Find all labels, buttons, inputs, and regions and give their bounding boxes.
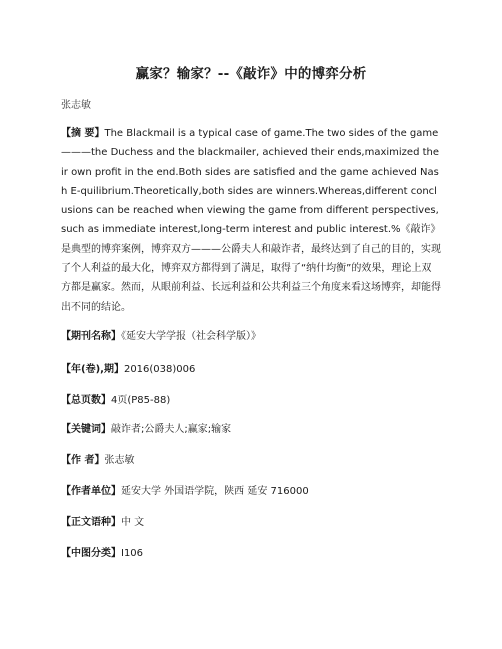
field-value: 张志敏 (104, 455, 135, 466)
field-label: 【关键词】 (61, 424, 111, 435)
field-language (61, 513, 144, 528)
field-journal-name (61, 327, 261, 342)
field-volume-issue (61, 360, 195, 375)
field-classification (61, 544, 143, 559)
field-value: 2016(038)006 (123, 364, 196, 375)
field-value: 《延安大学学报（社会科学版）》 (121, 331, 261, 342)
field-value: I106 (121, 548, 144, 559)
field-author-affiliation (61, 482, 309, 497)
field-value: 4页(P85-88) (111, 395, 171, 406)
abstract-paragraph (61, 124, 441, 317)
field-label: 【年(卷),期】 (61, 364, 124, 375)
field-label: 【总页数】 (61, 395, 111, 406)
field-keywords (61, 420, 231, 435)
field-label: 【中图分类】 (61, 548, 121, 559)
field-value: 敲诈者;公爵夫人;赢家;输家 (111, 424, 232, 435)
abstract-text: The Blackmail is a typical case of game.The two sides of the game———the Duchess and the blackmailer, achieved their ends,maximized their own profit in the end.Both sides are satisfied and the game achieved Nash E-quilibrium.Theoretically,both sides are winners.Whereas,different conclusions can be reached when viewing the game from different perspectives,such as immediate interest,long-term interest and public interest.%《敲诈》是典型的博弈案例，博弈双方———公爵夫人和敲诈者，最终达到了自己的目的，实现了个人利益的最大化，博弈双方都得到了满足，取得了“纳什均衡”的效果，理论上双方都是赢家。然而，从眼前利益、长远利益和公共利益三个角度来看这场博弈，却能得出不同的结论。 (61, 128, 441, 313)
field-page-count (61, 391, 170, 406)
field-value: 中 文 (121, 517, 145, 528)
author-name: 张志敏 (61, 100, 91, 111)
field-value: 延安大学 外国语学院，陕西 延安 716000 (121, 486, 309, 497)
field-label: 【作者单位】 (61, 486, 121, 497)
field-label: 【作 者】 (61, 455, 105, 466)
field-author (61, 451, 134, 466)
field-label: 【正文语种】 (61, 517, 121, 528)
article-title: 赢家？输家？--《敲诈》中的博弈分析 (135, 66, 367, 82)
field-label: 【期刊名称】 (61, 331, 121, 342)
abstract-label: 【摘 要】 (61, 128, 105, 139)
